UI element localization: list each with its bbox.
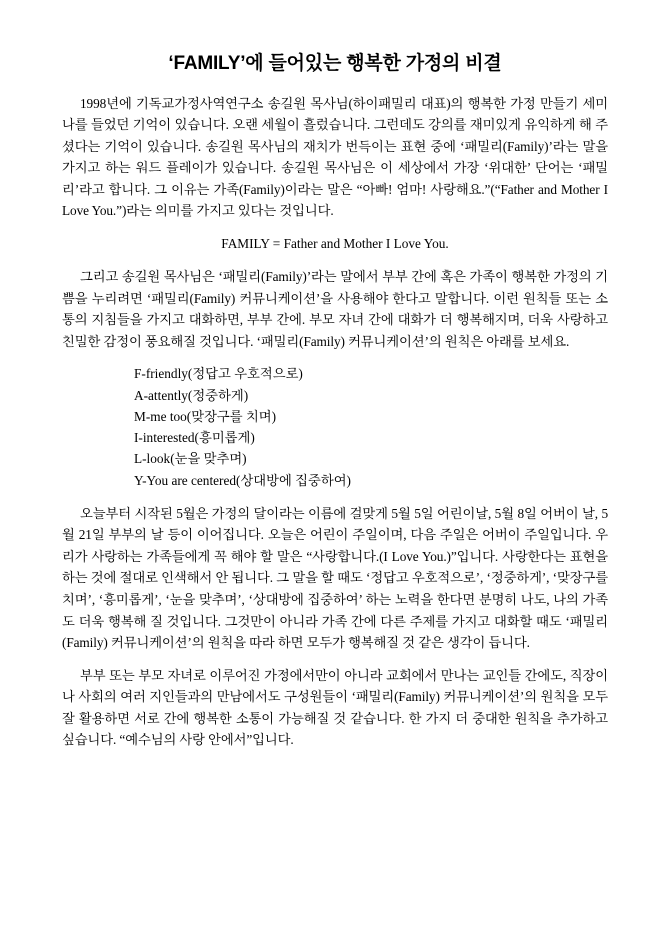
acronym-item-m: M-me too(맞장구를 치며) [134, 408, 277, 424]
body-paragraph-4: 부부 또는 부모 자녀로 이루어진 가정에서만이 아니라 교회에서 만나는 교인들 간에도, 직장이나 사회의 여러 지인들과의 만남에서도 구성원들이 ‘패밀리(Family) 커뮤니케이션’의 원칙을 모두 잘 활용하면 서로 간에 행복한 소통이 가능해질 것 같습니다. 한 가지 더 중대한 원칙을 추가하고 싶습니다. “예수님의 사랑 안에서”입니다. [62, 667, 608, 748]
body-paragraph-1: 1998년에 기독교가정사역연구소 송길원 목사님(하이패밀리 대표)의 행복한 가정 만들기 세미나를 들었던 기억이 있습니다. 오랜 세월이 흘렀습니다. 그런데도 강의를 재미있게 유익하게 해 주셨다는 기억이 있습니다. 송길원 목사님의 재치가 번득이는 표현 중에 ‘패밀리(Family)’라는 말을 가지고 하는 워드 플레이가 있습니다. 송길원 목사님은 이 세상에서 가장 ‘위대한’ 단어는 ‘패밀리’라고 합니다. 그 이유는 가족(Family)이라는 말은 “아빠! 엄마! 사랑해요.”(“Father and Mother I Love You.”)라는 의미를 가지고 있다는 것입니다. [62, 95, 608, 219]
acronym-item-a: A-attently(정중하게) [134, 387, 249, 403]
acronym-item-y: Y-You are centered(상대방에 집중하여) [134, 472, 351, 488]
body-paragraph-2: 그리고 송길원 목사님은 ‘패밀리(Family)’라는 말에서 부부 간에 혹은 가족이 행복한 가정의 기쁨을 누리려면 ‘패밀리(Family) 커뮤니케이션’을 사용해야 한다고 말합니다. 이런 원칙들 또는 소통의 지침들을 가지고 대화하면, 부부 간에. 부모 자녀 간에 대화가 더 행복해지며, 더욱 사랑하고 친밀한 감정이 풍요해질 것입니다. ‘패밀리(Family) 커뮤니케이션’의 원칙은 아래를 보세요. [62, 269, 608, 349]
family-equation-line: FAMILY = Father and Mother I Love You. [221, 235, 449, 251]
body-paragraph-3: 오늘부터 시작된 5월은 가정의 달이라는 이름에 걸맞게 5월 5일 어린이날, 5월 8일 어버이 날, 5월 21일 부부의 날 등이 이어집니다. 오늘은 어린이 주일이며, 다음 주일은 어버이 주일입니다. 우리가 사랑하는 가족들에게 꼭 해야 할 말은 “사랑합니다.(I Love You.)”입니다. 사랑한다는 표현을 하는 것에 절대로 인색해서 안 됩니다. 그 말을 할 때도 ‘정답고 우호적으로’, ‘정중하게’, ‘맞장구를 치며’, ‘흥미롭게’, ‘눈을 맞추며’, ‘상대방에 집중하여’ 하는 노력을 한다면 분명히 나도, 나의 가족도 더욱 행복해 질 것입니다. 그것만이 아니라 가족 간에 다른 주제를 가지고 대화할 때도 ‘패밀리(Family) 커뮤니케이션’의 원칙을 따라 하면 모두가 행복해질 것 같은 생각이 듭니다. [62, 505, 608, 651]
family-acronym-list [62, 363, 608, 491]
acronym-item-l: L-look(눈을 맞추며) [134, 451, 247, 467]
page-title: ‘FAMILY’에 들어있는 행복한 가정의 비결 [168, 53, 502, 74]
acronym-item-i: I-interested(흥미롭게) [134, 430, 255, 446]
acronym-item-f: F-friendly(정답고 우호적으로) [134, 366, 303, 382]
